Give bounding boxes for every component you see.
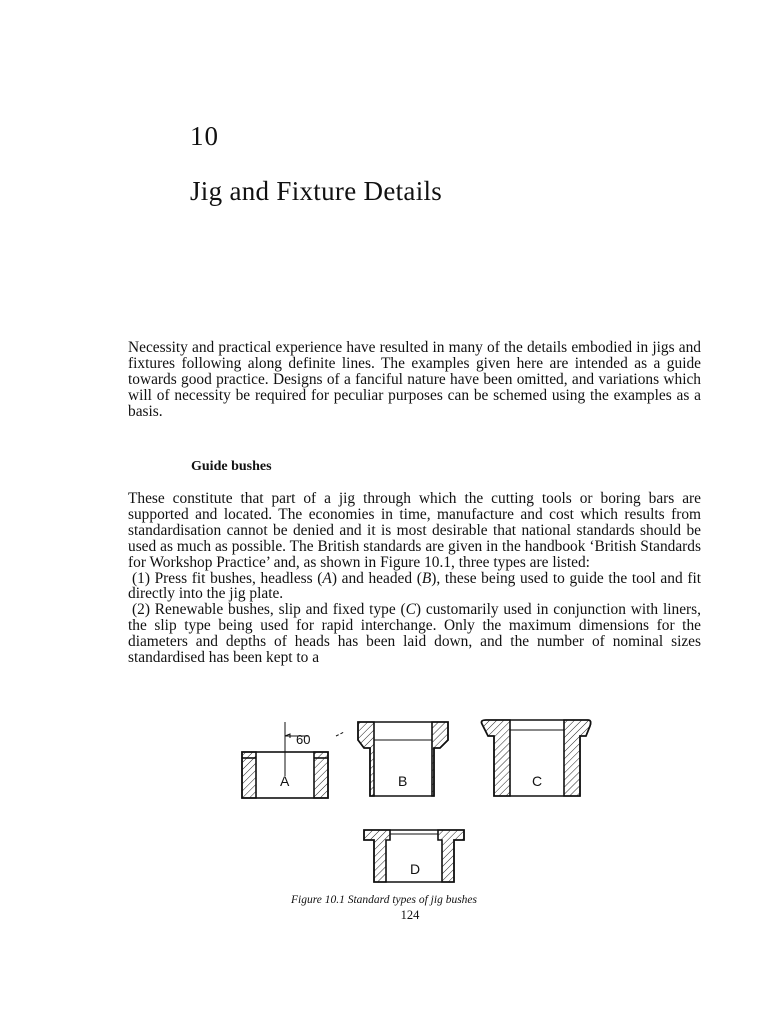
intro-paragraph: Necessity and practical experience have resulted in many of the details embodied in jigs and fixtures following along definite lines. The examples given here are intended as a guide towards good practice. Designs of a fanciful nature have been omitted, and variations which will of necessity be required for peculiar purposes can be schemed using the examples as a basis.: [128, 339, 701, 420]
bush-drawings: [230, 718, 600, 888]
bush-a-drawing: [242, 722, 344, 798]
chapter-title: Jig and Fixture Details: [190, 176, 443, 206]
figure-jig-bushes: [230, 718, 600, 888]
section-heading: Guide bushes: [191, 459, 272, 474]
bush-label-a: A: [280, 773, 290, 789]
body-paragraph-1: These constitute that part of a jig through which the cutting tools or boring bars are supported and located. The economies in time, manufacture and cost which results from standardisation cannot be denied and it is most desirable that national standards should be used as much as possible. The British standards are given in the handbook ‘British Standards for Workshop Practice’ and, as shown in Figure 10.1, three types are listed:: [128, 490, 701, 571]
dimension-label: 60: [296, 732, 311, 747]
list-item-2: (2) Renewable bushes, slip and fixed type (C) customarily used in conjunction with liners, the slip type being used for rapid interchange. Only the maximum dimensions for the diameters and depths of heads has been laid down, and the number of nominal sizes standardised has been kept to a: [128, 601, 701, 667]
list-item-1: (1) Press fit bushes, headless (A) and headed (B), these being used to guide the tool and fit directly into the jig plate.: [128, 569, 701, 603]
bush-label-d: D: [410, 861, 421, 877]
section-body: [128, 491, 701, 666]
bush-label-b: B: [398, 773, 408, 789]
chapter-number: 10: [190, 121, 219, 151]
bush-label-c: C: [532, 773, 543, 789]
figure-caption: Figure 10.1 Standard types of jig bushes: [290, 894, 477, 906]
page-number: 124: [400, 908, 420, 922]
